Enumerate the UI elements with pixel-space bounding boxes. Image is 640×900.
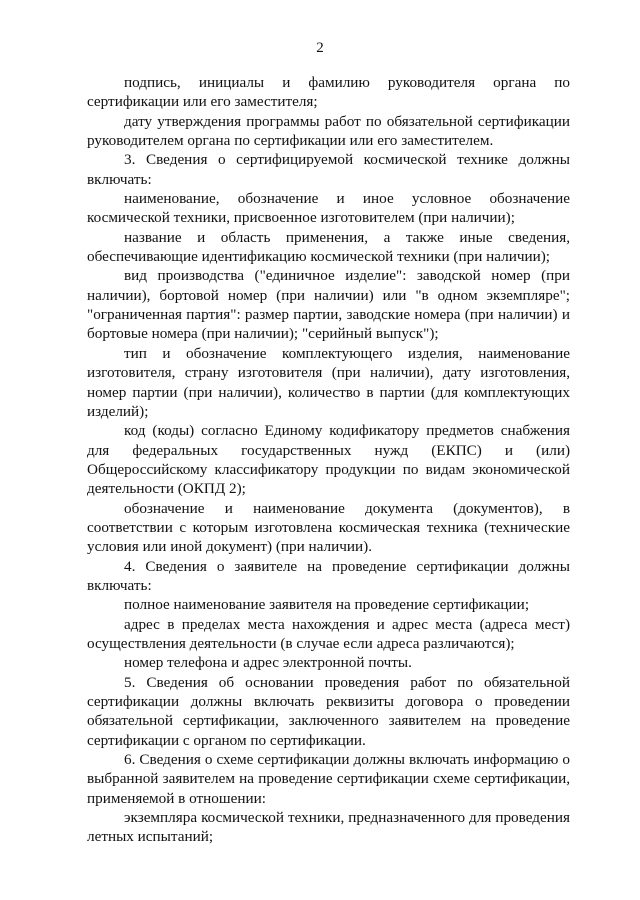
paragraph: тип и обозначение комплектующего изделия, наименование изготовителя, страну изготовителя (при наличии), дату изготовления, номер партии (при наличии), количество в партии (для комплектующих изделий); (87, 344, 570, 420)
document-body (87, 73, 570, 847)
paragraph: дату утверждения программы работ по обязательной сертификации руководителем органа по сертификации или его заместителем. (87, 112, 570, 150)
paragraph: полное наименование заявителя на проведение сертификации; (124, 596, 530, 614)
paragraph: название и область применения, а также иные сведения, обеспечивающие идентификацию космической техники (при наличии); (87, 228, 570, 266)
page-number: 2 (316, 40, 324, 56)
section-6-heading: 6. Сведения о схеме сертификации должны включать информацию о выбранной заявителем на проведение сертификации схеме сертификации, применяемой в отношении: (87, 751, 570, 807)
paragraph: обозначение и наименование документа (документов), в соответствии с которым изготовлена космическая техника (технические условия или иной документ) (при наличии). (87, 499, 570, 556)
paragraph: наименование, обозначение и иное условное обозначение космической техники, присвоенное изготовителем (при наличии); (87, 190, 570, 227)
paragraph: вид производства ("единичное изделие": заводской номер (при наличии), бортовой номер (при наличии) или "в одном экземпляре"; "ограниченная партия": размер партии, заводские номера (при наличии) и бортовые номера (при наличии); "серийный выпуск"); (87, 267, 570, 343)
paragraph: адрес в пределах места нахождения и адрес места (адреса мест) осуществления деятельности (в случае если адреса различаются); (87, 615, 570, 652)
section-4-heading: 4. Сведения о заявителе на проведение сертификации должны включать: (87, 557, 570, 594)
section-3-heading: 3. Сведения о сертифицируемой космической технике должны включать: (87, 151, 570, 188)
section-5-paragraph: 5. Сведения об основании проведения работ по обязательной сертификации должны включать реквизиты договора о проведении обязательной сертификации, заключенного заявителем на проведение сертификации с органом по сертификации. (87, 673, 570, 749)
paragraph: код (коды) согласно Единому кодификатору предметов снабжения для федеральных государственных нужд (ЕКПС) и (или) Общероссийскому классификатору продукции по видам экономической деятельности (ОКПД 2); (87, 422, 570, 498)
paragraph: экземпляра космической техники, предназначенного для проведения летных испытаний; (87, 809, 570, 846)
paragraph: подпись, инициалы и фамилию руководителя органа по сертификации или его заместителя; (87, 74, 570, 111)
paragraph: номер телефона и адрес электронной почты. (124, 654, 412, 672)
